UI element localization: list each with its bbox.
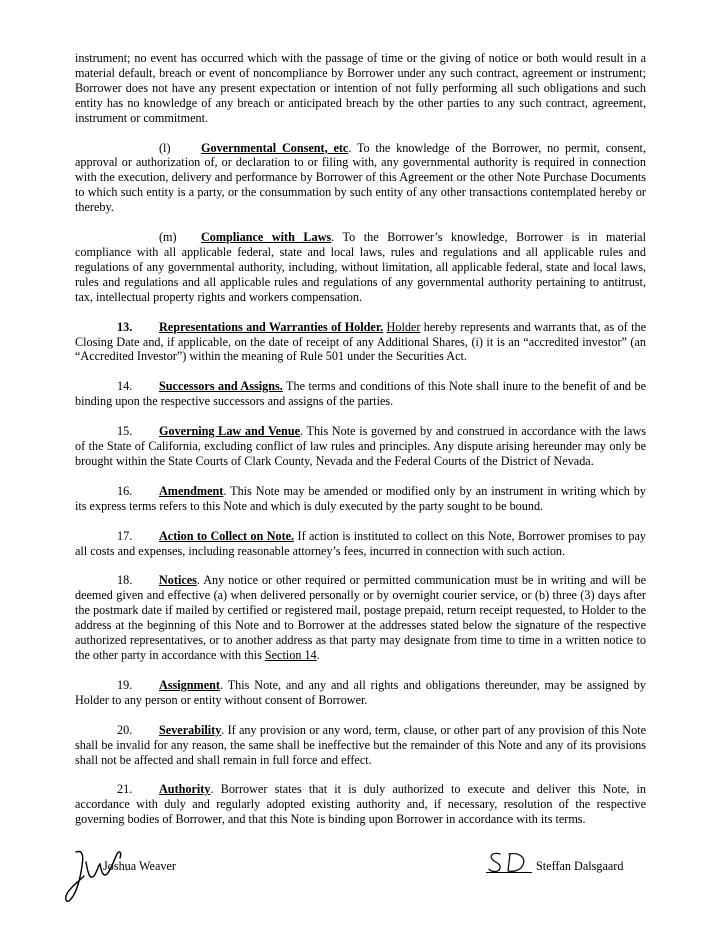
section-number: 13. bbox=[117, 319, 133, 334]
holder-term: Holder bbox=[386, 319, 421, 334]
section-text: . If any provision or any word, term, clause, or other part of any provision of this Note shall be invalid for any reason, the same shall be ineffective but the remainder of this Note and any of its provisions shall not be affected and shall remain in full force and effect. bbox=[75, 722, 646, 767]
subsection-text: . To the Borrower’s knowledge, Borrower is in material compliance with all applicable federal, state and local laws, rules and regulations and all applicable rules and regulations of any governmental authority, including, without limitation, all applicable federal, state and local laws, rules and regulations and all applicable rules and regulations of any governmental authority pertaining to antitrust, tax, intellectual property rights and workers compensation. bbox=[75, 230, 646, 304]
section-text: . This Note may be amended or modified only by an instrument in writing which by its express terms refers to this Note and which is duly executed by the party sought to be bound. bbox=[75, 483, 646, 513]
section-text-end: . bbox=[316, 648, 320, 662]
signatory-name-right: Steffan Dalsgaard bbox=[536, 859, 624, 873]
section-number: 16. bbox=[117, 483, 133, 498]
section-heading: Notices bbox=[159, 573, 197, 588]
section-heading: Successors and Assigns. bbox=[159, 379, 283, 394]
section-text: If action is instituted to collect on this Note, Borrower promises to pay all costs and expenses, including reasonable attorney’s fees, incurred in connection with such action. bbox=[75, 528, 646, 558]
section-text: The terms and conditions of this Note shall inure to the benefit of and be binding upon the respective successors and assigns of the parties. bbox=[75, 379, 647, 409]
section-15 bbox=[75, 424, 646, 469]
section-number: 20. bbox=[117, 722, 133, 737]
section-number: 18. bbox=[117, 573, 133, 588]
section-text: . Any notice or other required or permitted communication must be in writing and will be deemed given and effective (a) when delivered personally or by overnight courier service, or (b) three (3) days after the postmark date if mailed by certified or registered mail, postage prepaid, return receipt requested, to Holder to the address at the beginning of this Note and to Borrower at the addresses stated below the signature of the respective authorized representatives, or to another address as that party may designate from time to time in a written notice to the other party in accordance with this bbox=[75, 573, 646, 662]
section-number: 17. bbox=[117, 528, 133, 543]
section-text: . This Note, and any and all rights and obligations thereunder, may be assigned by Holder to any person or entity without consent of Borrower. bbox=[75, 677, 646, 707]
section-text: hereby represents and warrants that, as of the Closing Date and, if applicable, on the date of receipt of any Additional Shares, (i) it is an “accredited investor” (an “Accredited Investor”) within the meaning of Rule 501 under the Securities Act. bbox=[75, 319, 646, 364]
subsection-number: (l) bbox=[159, 140, 171, 155]
section-14 bbox=[75, 379, 646, 409]
section-text: . This Note is governed by and construed in accordance with the laws of the State of California, excluding conflict of law rules and principles. Any dispute arising hereunder may only be brought within the State Courts of Clark County, Nevada and the Federal Courts of the District of Nevada. bbox=[75, 424, 646, 468]
signature-underline-right bbox=[486, 872, 532, 873]
section-heading: Representations and Warranties of Holder. bbox=[159, 319, 384, 334]
section-reference-link: Section 14 bbox=[264, 648, 317, 662]
section-heading: Severability bbox=[159, 722, 222, 737]
section-13 bbox=[75, 320, 646, 365]
section-17 bbox=[75, 529, 646, 559]
section-16 bbox=[75, 484, 646, 514]
section-18 bbox=[75, 573, 646, 662]
subsection-m bbox=[75, 230, 646, 305]
signature-block bbox=[0, 838, 720, 908]
section-heading: Assignment bbox=[159, 677, 220, 692]
subsection-heading: Governmental Consent, etc bbox=[201, 140, 349, 155]
section-21 bbox=[75, 782, 646, 827]
subsection-l bbox=[75, 141, 646, 216]
section-number: 19. bbox=[117, 677, 133, 692]
section-number: 14. bbox=[117, 379, 133, 394]
section-number: 21. bbox=[117, 782, 133, 797]
subsection-number: (m) bbox=[159, 230, 177, 245]
section-heading: Authority bbox=[159, 782, 211, 797]
section-19 bbox=[75, 678, 646, 708]
section-heading: Governing Law and Venue bbox=[159, 424, 301, 439]
section-heading: Action to Collect on Note. bbox=[159, 528, 295, 543]
subsection-heading: Compliance with Laws bbox=[201, 230, 332, 245]
joshua-weaver-signature bbox=[62, 846, 132, 908]
document-body bbox=[75, 51, 646, 842]
section-heading: Amendment bbox=[159, 483, 224, 498]
continuation-paragraph: instrument; no event has occurred which with the passage of time or the giving of notice or both would result in a material default, breach or event of noncompliance by Borrower under any such contract, agreement or instrument; Borrower does not have any present expectation or intention of not fully performing all such obligations and such entity has no knowledge of any breach or anticipated breach by the other parties to any such contract, agreement, instrument or commitment. bbox=[75, 51, 646, 125]
signatory-name-left: Joshua Weaver bbox=[103, 859, 176, 873]
section-number: 15. bbox=[117, 424, 133, 439]
section-text: . Borrower states that it is duly authorized to execute and deliver this Note, in accordance with duly and regularly adopted existing authority and, if necessary, resolution of the respective governing bodies of Borrower, and that this Note is binding upon Borrower in accordance with its terms. bbox=[75, 782, 646, 827]
section-20 bbox=[75, 723, 646, 768]
subsection-text: . To the knowledge of the Borrower, no permit, consent, approval or authorization of, or declaration to or filing with, any governmental authority is required in connection with the execution, delivery and performance by Borrower of this Agreement or the other Note Purchase Documents to which such entity is a party, or the consummation by such entity of any other transactions contemplated hereby or thereby. bbox=[75, 140, 646, 215]
